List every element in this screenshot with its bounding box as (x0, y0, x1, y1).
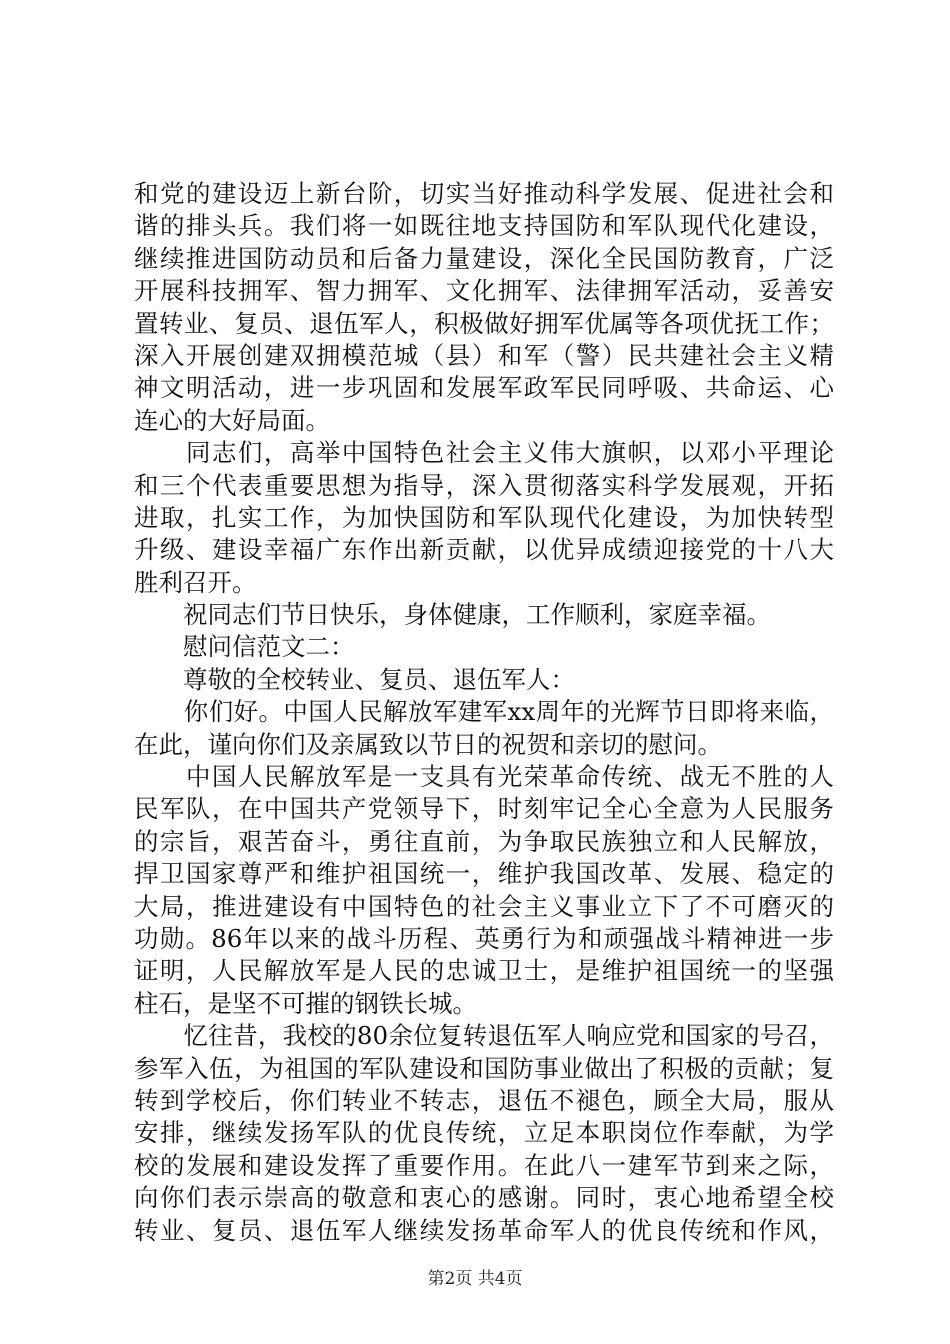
text-line: 谐的排头兵。我们将一如既往地支持国防和军队现代化建设， (134, 211, 834, 241)
text-line: 民军队，在中国共产党领导下，时刻牢记全心全意为人民服务 (134, 794, 834, 824)
text-line: 柱石，是坚不可摧的钢铁长城。 (134, 988, 477, 1018)
text-line: 置转业、复员、退伍军人，积极做好拥军优属等各项优抚工作； (134, 308, 834, 338)
text-line: 安排，继续发扬军队的优良传统，立足本职岗位作奉献，为学 (134, 1118, 834, 1148)
text-line: 证明，人民解放军是人民的忠诚卫士，是维护祖国统一的坚强 (134, 956, 834, 986)
text-line: 向你们表示崇高的敬意和衷心的感谢。同时，衷心地希望全校 (134, 1183, 834, 1213)
text-line: 和三个代表重要思想为指导，深入贯彻落实科学发展观，开拓 (134, 470, 834, 500)
text-line: 忆往昔，我校的80余位复转退伍军人响应党和国家的号召， (134, 1021, 834, 1051)
text-line: 中国人民解放军是一支具有光荣革命传统、战无不胜的人 (134, 762, 834, 792)
text-line: 深入开展创建双拥模范城（县）和军（警）民共建社会主义精 (134, 340, 834, 370)
text-line: 开展科技拥军、智力拥军、文化拥军、法律拥军活动，妥善安 (134, 276, 834, 306)
page-footer: 第2页 共4页 (427, 1269, 523, 1289)
text-line: 大局，推进建设有中国特色的社会主义事业立下了不可磨灭的 (134, 891, 834, 921)
text-line: 参军入伍，为祖国的军队建设和国防事业做出了积极的贡献；复 (134, 1053, 834, 1083)
text-line: 进取，扎实工作，为加快国防和军队现代化建设，为加快转型 (134, 502, 834, 532)
text-line: 功勋。86年以来的战斗历程、英勇行为和顽强战斗精神进一步 (134, 923, 834, 953)
text-line: 继续推进国防动员和后备力量建设，深化全民国防教育，广泛 (134, 243, 834, 273)
text-line: 胜利召开。 (134, 567, 257, 597)
text-line: 连心的大好局面。 (134, 405, 330, 435)
text-line: 祝同志们节日快乐，身体健康，工作顺利，家庭幸福。 (134, 600, 771, 630)
text-line: 的宗旨，艰苦奋斗，勇往直前，为争取民族独立和人民解放， (134, 826, 834, 856)
text-line: 你们好。中国人民解放军建军xx周年的光辉节日即将来临， (134, 697, 834, 727)
document-body (134, 178, 834, 1247)
text-line: 校的发展和建设发挥了重要作用。在此八一建军节到来之际， (134, 1150, 834, 1180)
text-line: 神文明活动，进一步巩固和发展军政军民同呼吸、共命运、心 (134, 373, 834, 403)
text-line: 尊敬的全校转业、复员、退伍军人： (134, 664, 575, 694)
text-line: 和党的建设迈上新台阶，切实当好推动科学发展、促进社会和 (134, 179, 834, 208)
text-line: 同志们，高举中国特色社会主义伟大旗帜，以邓小平理论 (134, 438, 834, 468)
text-line: 在此，谨向你们及亲属致以节日的祝贺和亲切的慰问。 (134, 729, 722, 759)
text-line: 升级、建设幸福广东作出新贡献，以优异成绩迎接党的十八大 (134, 535, 834, 565)
text-line: 捍卫国家尊严和维护祖国统一，维护我国改革、发展、稳定的 (134, 859, 834, 889)
text-line: 转业、复员、退伍军人继续发扬革命军人的优良传统和作风， (134, 1215, 834, 1245)
text-line: 转到学校后，你们转业不转志，退伍不褪色，顾全大局，服从 (134, 1085, 834, 1115)
text-line: 慰问信范文二： (134, 632, 355, 662)
